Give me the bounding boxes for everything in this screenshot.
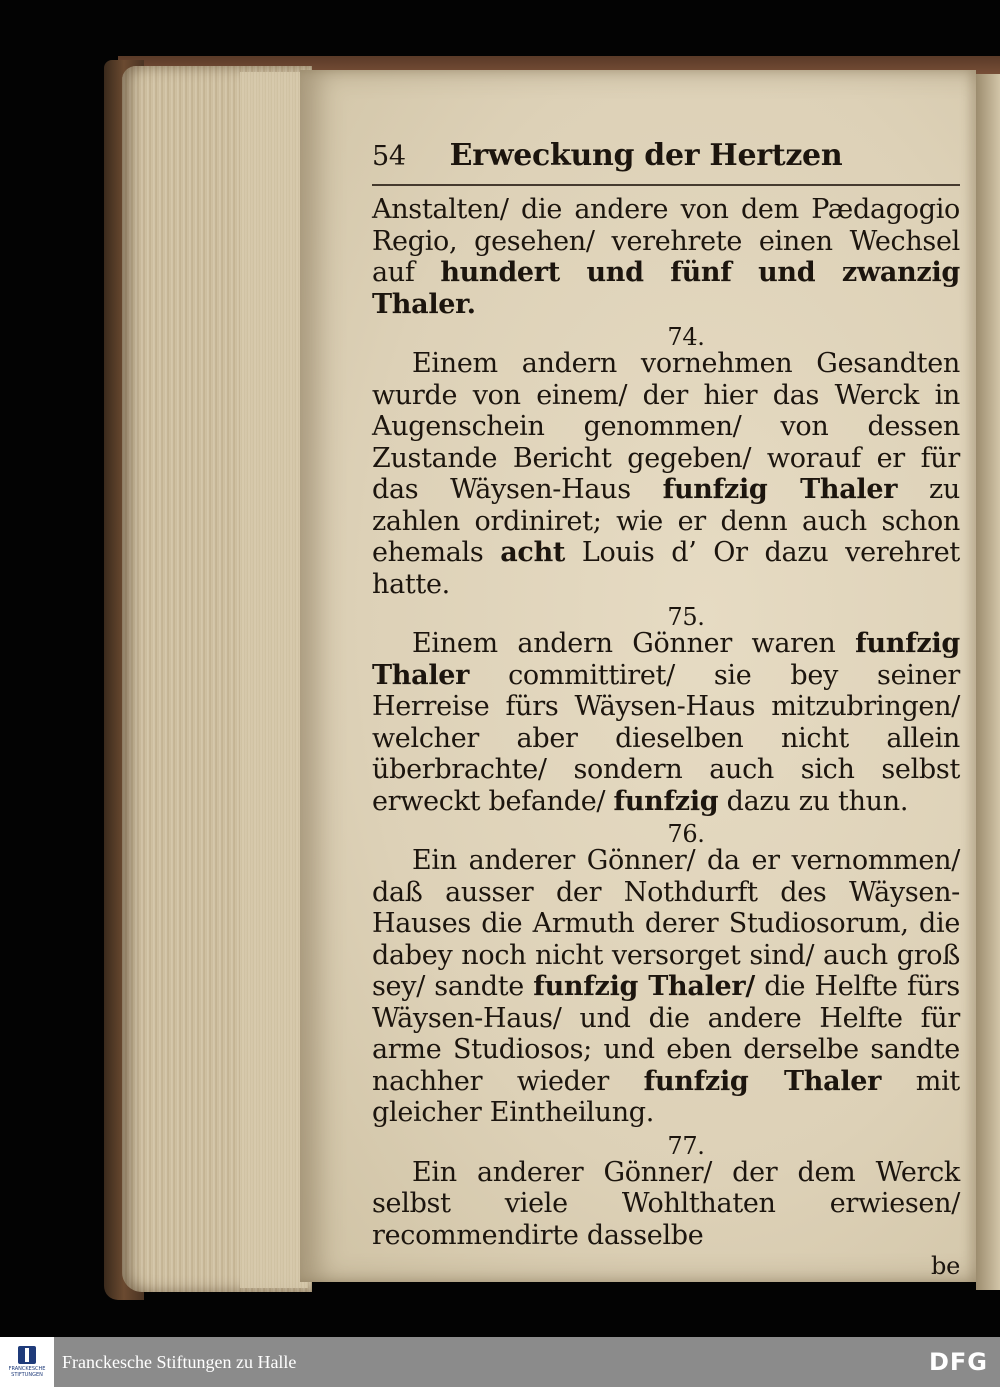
- emphasis-text: funfzig: [613, 785, 719, 817]
- institution-logo[interactable]: [0, 1337, 54, 1387]
- facing-page-edge: [976, 74, 1000, 1290]
- paragraph-text: Louis d’ Or dazu verehret hatte.: [372, 537, 960, 600]
- paragraph-77: [372, 1157, 960, 1252]
- paragraph-text: zu zahlen ordiniret; wie er denn auch schon ehemals: [372, 474, 960, 568]
- catchword: be: [931, 1252, 960, 1280]
- page-number: 54: [372, 141, 406, 172]
- emphasis-text: funfzig Thaler/: [533, 971, 755, 1002]
- emphasis-text: funfzig Thaler: [662, 474, 898, 505]
- paragraph-text: committiret/ sie bey seiner Herreise fürs Wäysen-Haus mitzubringen/ welcher aber dieselben nicht allein überbrachte/ sondern auch sich selbst erweckt befande/: [372, 659, 960, 817]
- paragraph-text: mit gleicher Eintheilung.: [372, 1065, 960, 1128]
- paragraph-text: Anstalten/ die andere von dem Pædagogio Regio, gesehen/ verehrete einen Wechsel auf: [372, 194, 960, 288]
- emphasis-text: funfzig Thaler: [372, 628, 960, 691]
- emphasis-text: hundert und fünf und zwanzig Thaler.: [372, 257, 960, 320]
- section-number: 75.: [667, 603, 705, 631]
- paragraph-text: Einem andern Gönner waren: [412, 628, 836, 659]
- paragraph-text: Ein anderer Gönner/ der dem Werck selbst viele Wohlthaten erwiesen/ recommendirte dasselbe: [372, 1156, 960, 1251]
- section-number: 77.: [667, 1131, 705, 1160]
- page-block-inner-edges: [240, 72, 308, 1288]
- paragraph-76: [372, 845, 960, 1129]
- paragraph-text: die Helfte fürs Wäysen-Haus/ und die andere Helfte für arme Studiosos; und eben derselbe sandte nachher wieder: [372, 971, 960, 1097]
- page-header: [372, 140, 960, 180]
- paragraph-text: Einem andern vornehmen Gesandten wurde von einem/ der hier das Werck in Augenschein genommen/ von dessen Zustande Bericht gegeben/ worauf er für das Wäysen-Haus: [372, 348, 960, 505]
- logo-wordmark: FRANCKESCHE STIFTUNGEN: [8, 1366, 46, 1378]
- paragraph-continued: [372, 194, 960, 320]
- header-rule: [372, 184, 960, 186]
- emphasis-text: acht: [500, 537, 566, 568]
- running-head: Erweckung der Hertzen: [449, 138, 843, 173]
- paragraph-74: [372, 348, 960, 600]
- viewer-footer-bar: [0, 1337, 1000, 1387]
- page-text: [372, 140, 960, 1283]
- dfg-logo[interactable]: DFG: [928, 1348, 988, 1376]
- section-number: 76.: [667, 820, 705, 848]
- orphanage-emblem-icon: [18, 1346, 36, 1364]
- paragraph-text: dazu zu thun.: [726, 785, 909, 817]
- emphasis-text: funfzig Thaler: [643, 1065, 882, 1097]
- section-number: 74.: [667, 323, 705, 351]
- paragraph-75: [372, 628, 960, 817]
- institution-name-link[interactable]: Franckesche Stiftungen zu Halle: [62, 1351, 297, 1372]
- paragraph-text: Ein anderer Gönner/ da er vernommen/ daß ausser der Nothdurft des Wäysen-Hauses die Armuth derer Studiosorum, die dabey noch nicht versorget sind/ auch groß sey/ sandte: [372, 845, 960, 1002]
